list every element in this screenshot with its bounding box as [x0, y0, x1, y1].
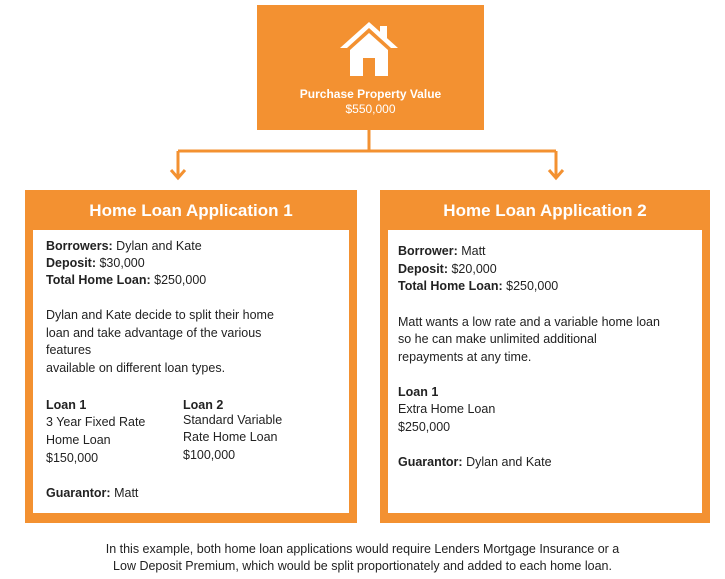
loan-1-amount: $250,000 [398, 420, 451, 434]
deposit-value: $20,000 [451, 262, 497, 276]
guarantor-value: Matt [114, 486, 139, 500]
total-loan-value: $250,000 [506, 279, 559, 293]
loan-2-type: Standard Variable [183, 413, 283, 427]
description-line: repayments at any time. [398, 350, 532, 364]
loan-1-label: Loan 1 [46, 398, 87, 412]
description-line: features [46, 343, 92, 357]
property-value-amount: $550,000 [345, 102, 396, 116]
total-loan-label: Total Home Loan: [46, 273, 151, 287]
property-value-title: Purchase Property Value [299, 87, 442, 101]
total-loan-value: $250,000 [154, 273, 207, 287]
loan-1-type: Home Loan [46, 433, 111, 447]
deposit-line [46, 255, 145, 272]
guarantor-line [46, 485, 138, 502]
loan-2-label: Loan 2 [183, 398, 224, 412]
borrowers-line [46, 238, 202, 255]
deposit-value: $30,000 [99, 256, 145, 270]
footer-note-line: Low Deposit Premium, which would be split proportionately and added to each home loan. [113, 559, 612, 573]
description-line: Dylan and Kate decide to split their home [46, 308, 274, 322]
deposit-label: Deposit: [398, 262, 448, 276]
panel-body [33, 230, 349, 513]
total-loan-line [46, 272, 206, 289]
description-line: available on different loan types. [46, 361, 226, 375]
total-loan-label: Total Home Loan: [398, 279, 503, 293]
description-line: so he can make unlimited additional [398, 332, 597, 346]
deposit-line [398, 261, 497, 278]
footer-note-line: In this example, both home loan applications would require Lenders Mortgage Insurance or a [105, 542, 620, 556]
borrowers-label: Borrowers: [46, 239, 113, 253]
borrower-label: Borrower: [398, 244, 458, 258]
panel-title: Home Loan Application 2 [443, 201, 647, 220]
loan-1-type: Extra Home Loan [398, 402, 496, 416]
guarantor-value: Dylan and Kate [466, 455, 552, 469]
borrower-line [398, 243, 486, 260]
home-loan-application-2 [380, 190, 710, 523]
borrowers-value: Dylan and Kate [116, 239, 202, 253]
loan-2-type: Rate Home Loan [183, 430, 278, 444]
connector-arrows [0, 0, 725, 190]
panel-body [388, 230, 702, 513]
guarantor-label: Guarantor: [398, 455, 463, 469]
loan-1-label: Loan 1 [398, 385, 439, 399]
loan-1-type: 3 Year Fixed Rate [46, 415, 146, 429]
loan-2-amount: $100,000 [183, 448, 236, 462]
description-line: Matt wants a low rate and a variable home loan [398, 315, 660, 329]
home-loan-application-1 [25, 190, 357, 523]
guarantor-label: Guarantor: [46, 486, 111, 500]
total-loan-line [398, 278, 558, 295]
deposit-label: Deposit: [46, 256, 96, 270]
guarantor-line [398, 454, 552, 471]
loan-1-amount: $150,000 [46, 451, 99, 465]
panel-title: Home Loan Application 1 [89, 201, 293, 220]
borrower-value: Matt [461, 244, 486, 258]
description-line: loan and take advantage of the various [46, 326, 262, 340]
